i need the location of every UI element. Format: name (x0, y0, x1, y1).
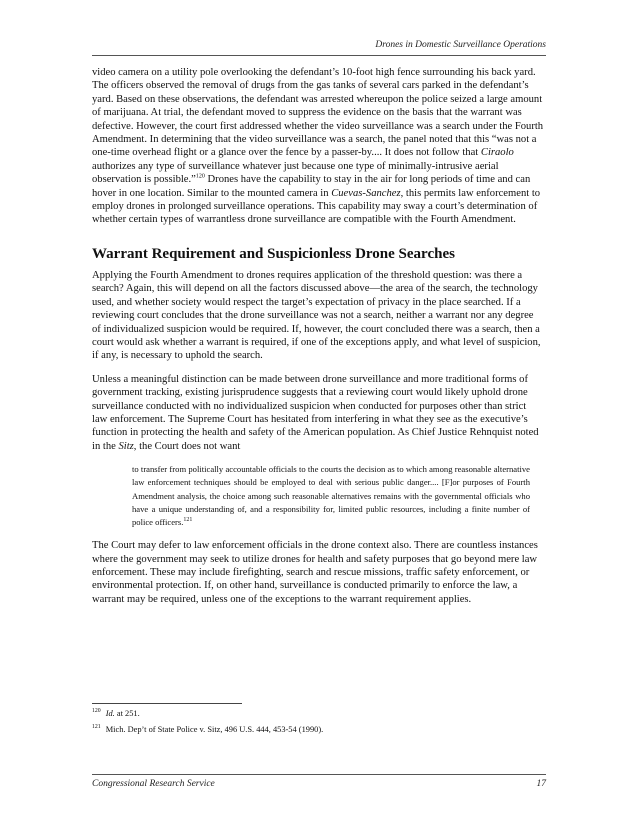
footnote-ref-121[interactable]: 121 (183, 517, 193, 524)
p1-text-2: authorizes any type of surveillance whatever just because one type of minimally-intrusive aerial observation is possible.” (92, 160, 499, 186)
footnote-text: Mich. Dep’t of State Police v. Sitz, 496 U.S. 444, 453-54 (1990). (105, 725, 324, 734)
footnote-120 (92, 708, 544, 720)
header-title: Drones in Domestic Surveillance Operations (375, 40, 546, 50)
p1-text-4: , this permits law enforcement to employ drones in prolonged surveillance operations. This capability may sway a court’s determination of whether certain types of warrantless drone surveillance are compatible with the Fourth Amendment. (92, 187, 541, 226)
paragraph-2: Applying the Fourth Amendment to drones requires application of the threshold question: was there a search? Again, this will depend on all the factors discussed above—the area of the search, the technology used, and whether society would respect the target’s expectation of privacy in the place searched. If a reviewing court concludes that the drone surveillance was not a search, neither a warrant nor any degree of individualized suspicion would be required. If, however, the court concluded there was a search, then a court would ask whether a warrant is required, if one of the exceptions apply, and what level of suspicion, if any, is necessary to uphold the search. (92, 269, 541, 362)
footnote-text: at 251. (114, 709, 140, 718)
footnote-121 (92, 724, 544, 736)
running-header (92, 40, 546, 56)
paragraph-1 (92, 66, 544, 227)
footnote-divider (92, 703, 242, 704)
p3-text-2: , the Court does not want (133, 440, 241, 452)
running-footer (92, 774, 546, 789)
footnotes (92, 708, 544, 740)
footnote-number: 121 (92, 724, 101, 731)
quote-text: to transfer from politically accountable officials to the courts the decision as to which among reasonable alternative law enforcement techniques should be employed to deal with serious public danger.... [F]or purposes of Fourth Amendment analysis, the choice among such reasonable alternatives remains with the governmental officials who have a unique understanding of, and a responsibility for, limited public resources, including a finite number of police officers. (132, 464, 530, 527)
case-name-ciraolo: Ciraolo (480, 147, 514, 159)
case-name-cuevas-sanchez: Cuevas-Sanchez (331, 187, 401, 199)
paragraph-3 (92, 373, 544, 453)
p1-text-1: video camera on a utility pole overlooking the defendant’s 10-foot high fence surrounding his back yard. The officers observed the removal of drugs from the gas tanks of several cars parked in the defendant’s yard. Based on these observations, the defendant was arrested whereupon the police seized a large amount of marijuana. At trial, the defendant moved to suppress the evidence on the basis that the warrant was defective. However, the court first addressed whether the video surveillance was a search under the Fourth Amendment. In determining that the video surveillance was a search, the panel noted that this “was not a one-time overhead flight or a glance over the fence by a passer-by.... It does not follow that (92, 67, 544, 159)
footnote-ref-120[interactable]: 120 (195, 173, 205, 180)
p3-text-1: Unless a meaningful distinction can be made between drone surveillance and more traditional forms of government tracking, existing jurisprudence suggests that a reviewing court would likely uphold drone surveillance conducted with no individualized suspicion when conducted for purposes other than strict law enforcement. The Supreme Court has hesitated from interfering in what they see as the executive’s function in protecting the health and safety of the American population. As Chief Justice Rehnquist noted in the (92, 373, 539, 452)
p1-text-3: Drones have the capability to stay in the air for long periods of time and can hover in one location. Similar to the mounted camera in (92, 174, 531, 199)
page-number: 17 (536, 779, 546, 789)
paragraph-4: The Court may defer to law enforcement officials in the drone context also. There are countless instances where the government may seek to utilize drones for health and safety purposes that go beyond mere law enforcement. These may include firefighting, search and rescue missions, traffic safety enforcement, or environmental protection. If, on other hand, surveillance is conducted primarily to enforce the law, a warrant may be required, unless one of the exceptions to the warrant requirement applies. (92, 540, 538, 605)
footer-org: Congressional Research Service (92, 779, 215, 789)
section-heading: Warrant Requirement and Suspicionless Drone Searches (92, 245, 455, 262)
footnote-number: 120 (92, 708, 101, 715)
body-text (92, 66, 544, 616)
block-quote (132, 463, 530, 529)
case-name-sitz: Sitz (118, 440, 134, 452)
footnote-italic: Id. (105, 709, 115, 718)
